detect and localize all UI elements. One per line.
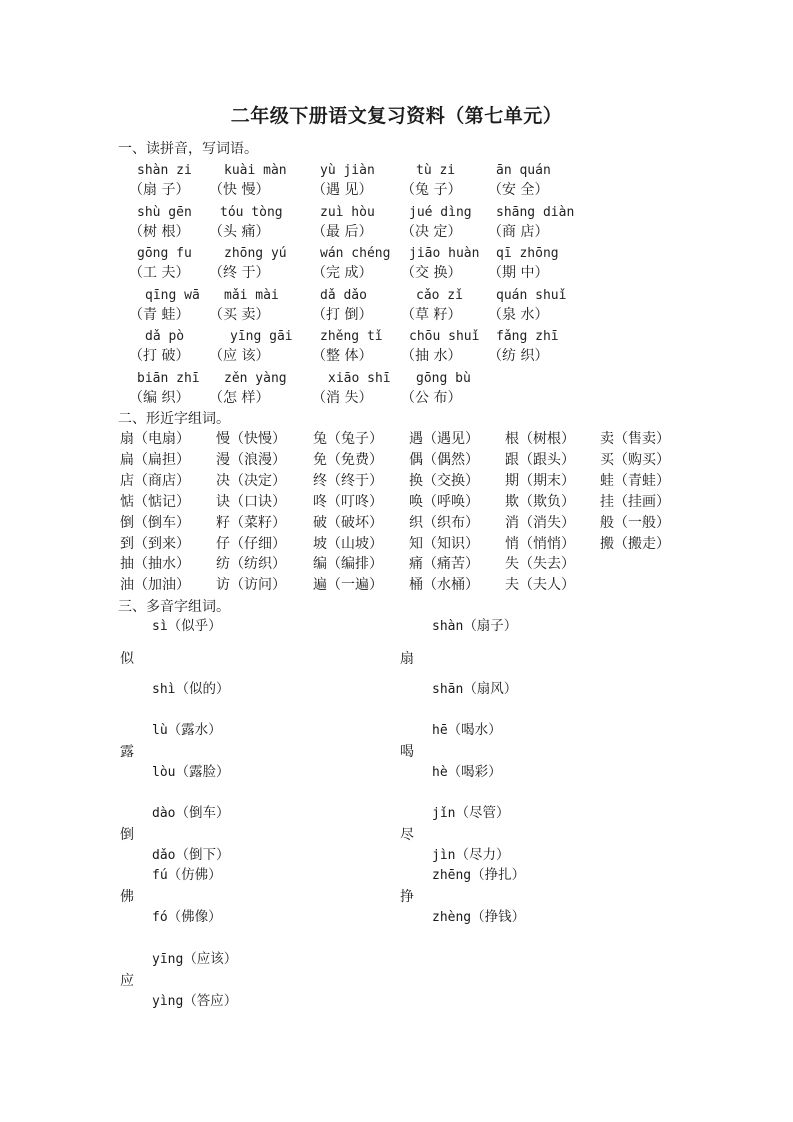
answer-word: （编 织） <box>129 390 190 406</box>
similar-char-entry: 卖（售卖） <box>600 431 670 447</box>
answer-word: （消 失） <box>312 390 373 406</box>
pinyin-prompt: zuì hòu <box>320 204 375 220</box>
reading-pinyin: fú <box>152 868 168 883</box>
polyphone-reading <box>152 620 222 634</box>
pinyin-prompt: jiāo huàn <box>409 246 480 262</box>
similar-char-entry: 蛙（青蛙） <box>600 472 670 489</box>
page-title: 二年级下册语文复习资料（第七单元） <box>230 105 563 127</box>
pinyin-prompt: mǎi mài <box>224 287 279 303</box>
answer-word: （商 店） <box>488 223 549 240</box>
similar-char-entry: 到（到来） <box>120 535 190 552</box>
pinyin-prompt: qīng wā <box>145 287 200 303</box>
answer-word: （安 全） <box>488 182 549 198</box>
similar-char-entry: 知（知识） <box>409 535 479 552</box>
reading-word: （佛像） <box>167 909 222 925</box>
pinyin-prompt: gōng fu <box>137 246 192 262</box>
answer-word: （纺 织） <box>488 348 549 365</box>
polyphone-reading <box>432 807 509 821</box>
reading-pinyin: hē <box>432 723 448 738</box>
answer-word: （终 于） <box>209 265 270 282</box>
pinyin-prompt: gōng bù <box>416 371 471 386</box>
polyphone-reading <box>152 953 237 967</box>
similar-char-entry: 兔（兔子） <box>313 431 383 447</box>
reading-word: （扇风） <box>463 681 518 697</box>
polyphone-reading <box>432 683 517 697</box>
similar-char-entry: 倒（倒车） <box>120 514 190 531</box>
polyphone-reading <box>152 766 229 780</box>
similar-char-entry: 坡（山坡） <box>313 535 383 552</box>
pinyin-prompt: jué dìng <box>409 204 472 220</box>
answer-word: （打 破） <box>129 348 190 365</box>
similar-char-entry: 欺（欺负） <box>505 493 575 510</box>
pinyin-prompt: biān zhī <box>137 371 200 386</box>
pinyin-prompt: fǎng zhī <box>496 329 559 345</box>
similar-char-entry: 换（交换） <box>409 472 479 489</box>
similar-char-entry: 桶（水桶） <box>409 577 479 594</box>
polyphone-char: 尽 <box>400 827 414 843</box>
section3-heading: 三、多音字组词。 <box>118 599 230 615</box>
similar-char-entry: 夫（夫人） <box>505 577 575 594</box>
reading-pinyin: dǎo <box>152 848 176 863</box>
similar-char-entry: 访（访问） <box>216 577 286 594</box>
pinyin-prompt: shàn zi <box>137 163 192 178</box>
reading-pinyin: shì <box>152 682 176 697</box>
similar-char-entry: 纺（纺织） <box>216 556 286 573</box>
polyphone-reading <box>152 683 229 697</box>
reading-word: （露脸） <box>175 764 230 780</box>
reading-word: （尽管） <box>455 805 510 821</box>
pinyin-prompt: tóu tòng <box>220 204 283 220</box>
similar-char-entry: 决（决定） <box>216 472 286 489</box>
section1-heading: 一、读拼音，写词语。 <box>118 141 258 157</box>
answer-word: （完 成） <box>312 265 373 282</box>
reading-pinyin: yīng <box>152 952 184 967</box>
similar-char-entry: 油（加油） <box>120 577 190 594</box>
answer-word: （决 定） <box>401 223 462 240</box>
similar-char-entry: 慢（快慢） <box>216 431 286 447</box>
similar-char-entry: 免（免费） <box>313 451 383 468</box>
answer-word: （应 该） <box>209 348 270 365</box>
answer-word: （遇 见） <box>312 182 373 198</box>
similar-char-entry: 唤（呼唤） <box>409 493 479 510</box>
similar-char-entry: 搬（搬走） <box>600 535 670 552</box>
similar-char-entry: 扁（扁担） <box>120 451 190 468</box>
reading-pinyin: shān <box>432 682 464 697</box>
similar-char-entry: 遇（遇见） <box>409 431 479 447</box>
pinyin-prompt: quán shuǐ <box>496 287 567 303</box>
reading-word: （仿佛） <box>167 867 222 883</box>
reading-word: （喝彩） <box>447 764 502 780</box>
pinyin-prompt: kuài màn <box>224 163 287 178</box>
answer-word: （买 卖） <box>209 306 270 323</box>
pinyin-prompt: wán chéng <box>320 246 391 262</box>
answer-word: （工 夫） <box>129 265 190 282</box>
similar-char-entry: 买（购买） <box>600 451 670 468</box>
polyphone-reading <box>152 869 222 883</box>
polyphone-reading <box>432 911 525 925</box>
similar-char-entry: 失（失去） <box>505 556 575 573</box>
pinyin-prompt: qī zhōng <box>496 246 559 262</box>
polyphone-char: 佛 <box>120 889 134 905</box>
answer-word: （公 布） <box>401 390 462 406</box>
polyphone-char: 挣 <box>400 889 414 905</box>
similar-char-entry: 店（商店） <box>120 472 190 489</box>
polyphone-reading <box>152 849 229 863</box>
answer-word: （交 换） <box>401 265 462 282</box>
answer-word: （树 根） <box>129 223 190 240</box>
reading-word: （扇子） <box>463 618 518 634</box>
answer-word: （青 蛙） <box>129 306 190 323</box>
polyphone-char: 倒 <box>120 827 134 843</box>
answer-word: （快 慢） <box>209 182 270 198</box>
reading-word: （应该） <box>183 951 238 967</box>
answer-word: （扇 子） <box>129 182 190 198</box>
answer-word: （期 中） <box>488 265 549 282</box>
polyphone-char: 扇 <box>400 650 414 667</box>
pinyin-prompt: cǎo zǐ <box>416 287 463 303</box>
similar-char-entry: 扇（电扇） <box>120 431 190 447</box>
polyphone-reading <box>152 807 229 821</box>
similar-char-entry: 痛（痛苦） <box>409 556 479 573</box>
reading-word: （似的） <box>175 681 230 697</box>
reading-pinyin: lòu <box>152 765 176 780</box>
polyphone-reading <box>152 911 222 925</box>
answer-word: （泉 水） <box>488 306 549 323</box>
similar-char-entry: 织（织布） <box>409 514 479 531</box>
answer-word: （怎 样） <box>209 390 270 406</box>
polyphone-reading <box>432 849 509 863</box>
reading-pinyin: sì <box>152 619 168 634</box>
reading-pinyin: fó <box>152 910 168 925</box>
pinyin-prompt: tù zi <box>416 163 456 178</box>
pinyin-prompt: shù gēn <box>137 204 192 220</box>
reading-word: （挣扎） <box>471 867 526 883</box>
pinyin-prompt: shāng diàn <box>496 204 575 220</box>
similar-char-entry: 消（消失） <box>505 514 575 531</box>
polyphone-char: 露 <box>120 744 134 760</box>
similar-char-entry: 期（期末） <box>505 472 575 489</box>
pinyin-prompt: yù jiàn <box>320 163 375 178</box>
reading-pinyin: shàn <box>432 619 464 634</box>
similar-char-entry: 诀（口诀） <box>216 493 286 510</box>
similar-char-entry: 仔（仔细） <box>216 535 286 552</box>
reading-word: （倒车） <box>175 805 230 821</box>
answer-word: （最 后） <box>312 223 373 240</box>
answer-word: （抽 水） <box>401 348 462 365</box>
answer-word: （整 体） <box>312 348 373 365</box>
reading-pinyin: lù <box>152 723 168 738</box>
similar-char-entry: 籽（菜籽） <box>216 514 286 531</box>
reading-word: （喝水） <box>447 722 502 738</box>
reading-word: （答应） <box>183 993 238 1009</box>
similar-char-entry: 编（编排） <box>313 556 383 573</box>
pinyin-prompt: dǎ pò <box>145 329 185 345</box>
reading-pinyin: dào <box>152 806 176 821</box>
reading-pinyin: zhèng <box>432 910 472 925</box>
reading-pinyin: hè <box>432 765 448 780</box>
polyphone-char: 应 <box>120 973 134 989</box>
similar-char-entry: 偶（偶然） <box>409 451 479 468</box>
similar-char-entry: 终（终于） <box>313 472 383 489</box>
reading-pinyin: zhēng <box>432 868 472 883</box>
polyphone-reading <box>432 620 517 634</box>
pinyin-prompt: xiāo shī <box>328 371 391 386</box>
reading-word: （尽力） <box>455 847 510 863</box>
reading-word: （露水） <box>167 722 222 738</box>
reading-pinyin: yìng <box>152 994 184 1009</box>
similar-char-entry: 跟（跟头） <box>505 451 575 468</box>
polyphone-reading <box>432 724 502 738</box>
similar-char-entry: 惦（惦记） <box>120 493 190 510</box>
answer-word: （头 痛） <box>209 223 270 240</box>
answer-word: （草 籽） <box>401 306 462 323</box>
polyphone-reading <box>432 869 525 883</box>
reading-pinyin: jìn <box>432 848 456 863</box>
polyphone-reading <box>432 766 502 780</box>
pinyin-prompt: zěn yàng <box>224 371 287 386</box>
similar-char-entry: 般（一般） <box>600 514 670 531</box>
pinyin-prompt: dǎ dǎo <box>320 287 367 303</box>
section2-heading: 二、形近字组词。 <box>118 411 230 427</box>
similar-char-entry: 漫（浪漫） <box>216 451 286 468</box>
similar-char-entry: 悄（悄悄） <box>505 535 575 552</box>
polyphone-char: 似 <box>120 650 134 667</box>
polyphone-char: 喝 <box>400 744 414 760</box>
polyphone-reading <box>152 995 237 1009</box>
pinyin-prompt: ān quán <box>496 163 551 178</box>
answer-word: （兔 子） <box>401 182 462 198</box>
answer-word: （打 倒） <box>312 306 373 323</box>
similar-char-entry: 抽（抽水） <box>120 556 190 573</box>
reading-word: （倒下） <box>175 847 230 863</box>
similar-char-entry: 破（破坏） <box>313 514 383 531</box>
similar-char-entry: 咚（叮咚） <box>313 493 383 510</box>
reading-pinyin: jǐn <box>432 806 456 821</box>
similar-char-entry: 遍（一遍） <box>313 577 383 594</box>
pinyin-prompt: yīng gāi <box>230 329 293 345</box>
similar-char-entry: 挂（挂画） <box>600 493 670 510</box>
pinyin-prompt: chōu shuǐ <box>409 329 480 345</box>
similar-char-entry: 根（树根） <box>505 431 575 447</box>
polyphone-reading <box>152 724 222 738</box>
reading-word: （挣钱） <box>471 909 526 925</box>
pinyin-prompt: zhěng tǐ <box>320 329 383 345</box>
pinyin-prompt: zhōng yú <box>224 246 287 262</box>
reading-word: （似乎） <box>167 618 222 634</box>
